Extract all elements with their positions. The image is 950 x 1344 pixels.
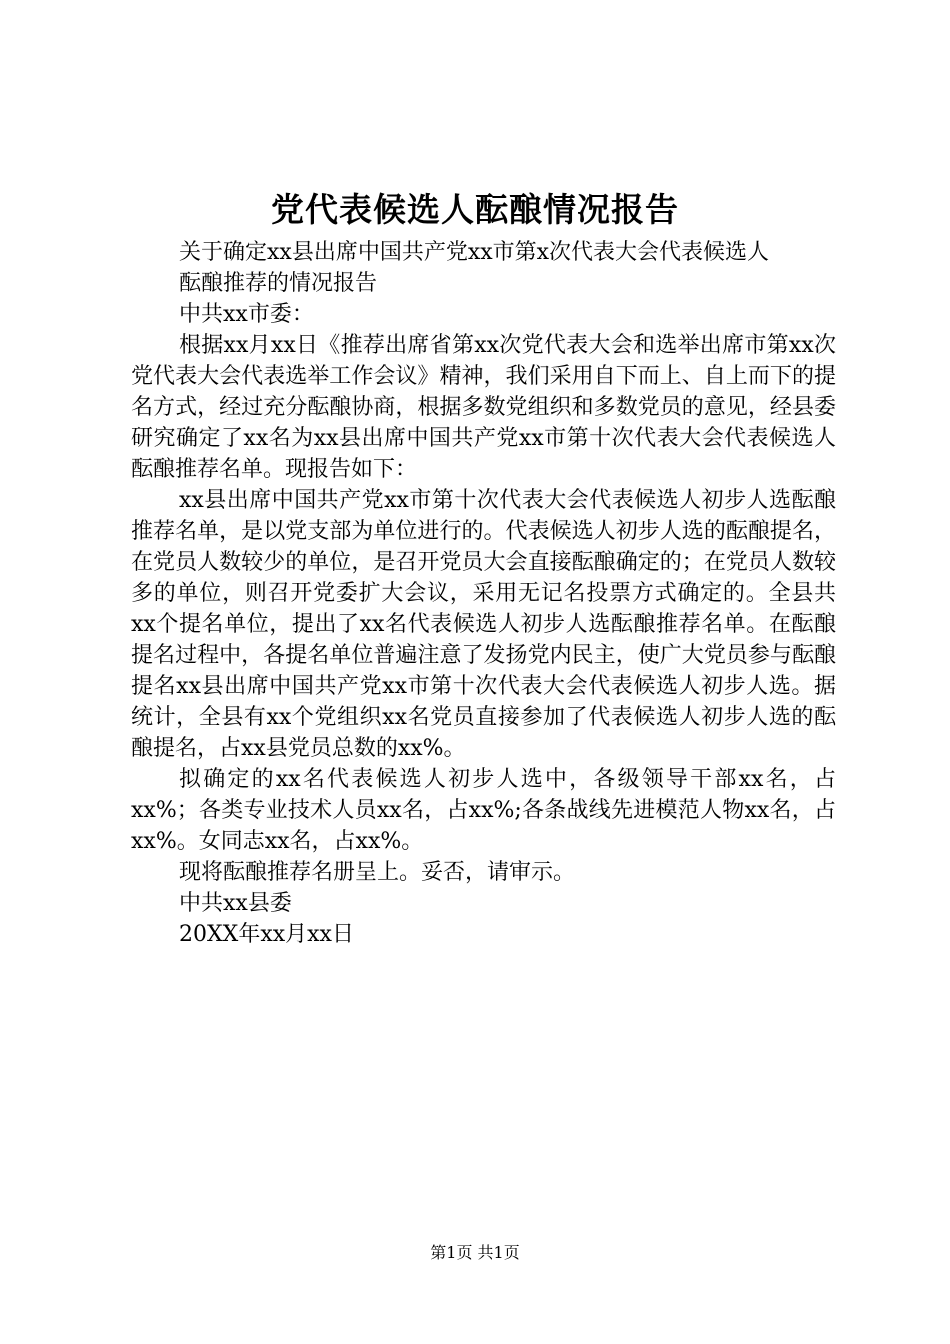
page-footer: 第1页 共1页 [430, 1243, 520, 1262]
body-paragraph: 拟确定的xx名代表候选人初步人选中，各级领导干部xx名，占xx%；各类专业技术人员xx名，占xx%;各条战线先进模范人物xx名，占xx%。女同志xx名，占xx%。 [131, 767, 836, 854]
signature-date: 20XX年xx月xx日 [179, 922, 354, 947]
closing-line: 现将酝酿推荐名册呈上。妥否，请审示。 [179, 860, 576, 885]
signature-org: 中共xx县委 [179, 891, 292, 916]
document-body [131, 237, 836, 950]
document-title: 党代表候选人酝酿情况报告 [271, 190, 679, 229]
body-paragraph: xx县出席中国共产党xx市第十次代表大会代表候选人初步人选酝酿推荐名单，是以党支部为单位进行的。代表候选人初步人选的酝酿提名，在党员人数较少的单位，是召开党员大会直接酝酿确定的；在党员人数较多的单位，则召开党委扩大会议，采用无记名投票方式确定的。全县共xx个提名单位，提出了xx名代表候选人初步人选酝酿推荐名单。在酝酿提名过程中，各提名单位普遍注意了发扬党内民主，使广大党员参与酝酿提名xx县出席中国共产党xx市第十次代表大会代表候选人初步人选。据统计，全县有xx个党组织xx名党员直接参加了代表候选人初步人选的酝酿提名，占xx县党员总数的xx%。 [131, 488, 836, 761]
subject-line-continued: 酝酿推荐的情况报告 [179, 271, 378, 296]
subject-line: 关于确定xx县出席中国共产党xx市第x次代表大会代表候选人 [179, 240, 770, 265]
body-paragraph: 根据xx月xx日《推荐出席省第xx次党代表大会和选举出席市第xx次党代表大会代表选举工作会议》精神，我们采用自下而上、自上而下的提名方式，经过充分酝酿协商，根据多数党组织和多数党员的意见，经县委研究确定了xx名为xx县出席中国共产党xx市第十次代表大会代表候选人酝酿推荐名单。现报告如下： [131, 333, 836, 482]
addressee: 中共xx市委： [179, 302, 314, 327]
